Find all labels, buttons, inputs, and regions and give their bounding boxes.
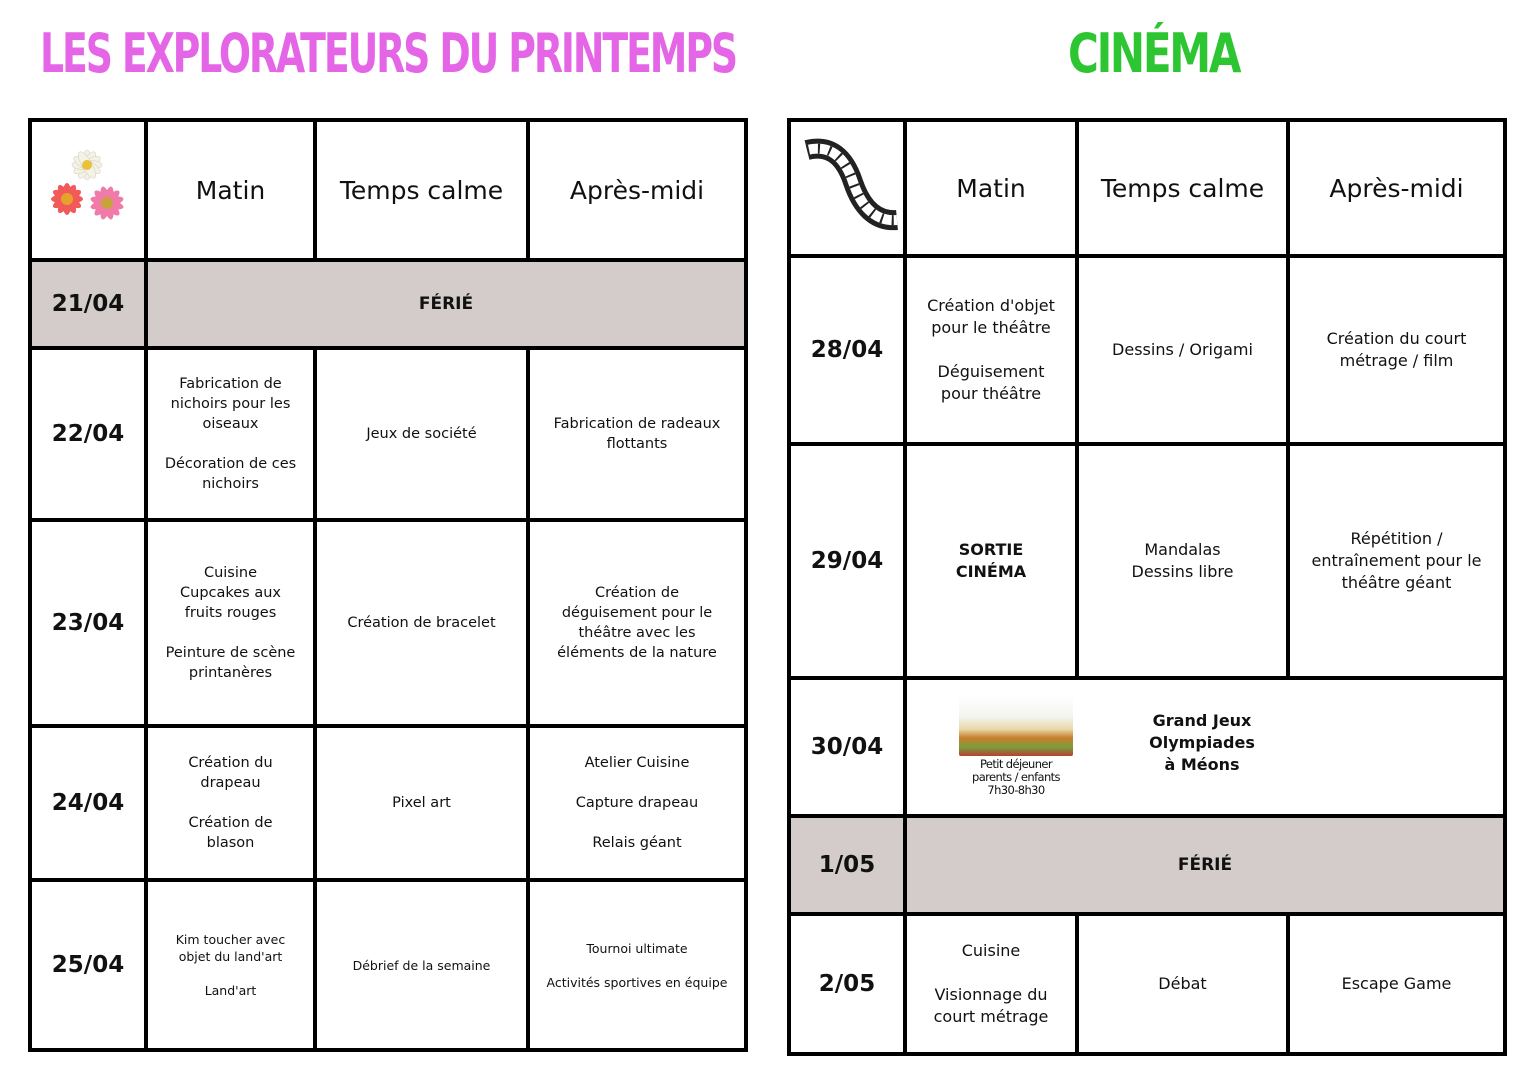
event-line: à Méons bbox=[1164, 755, 1240, 774]
activity-line: Fabrication de bbox=[179, 376, 282, 392]
right-header-matin: Matin bbox=[905, 120, 1077, 256]
activity-line: pour le théâtre bbox=[931, 318, 1051, 337]
table-row bbox=[789, 444, 1505, 678]
activity-line: entraînement pour le bbox=[1311, 551, 1482, 570]
activity-line: Land'art bbox=[204, 983, 257, 998]
activity-cell bbox=[1288, 914, 1505, 1054]
left-page-title: LES EXPLORATEURS DU PRINTEMPS bbox=[40, 22, 737, 85]
activity-line: Création de bracelet bbox=[347, 615, 496, 631]
activity-cell bbox=[528, 880, 746, 1050]
breakfast-caption bbox=[959, 758, 1073, 797]
activity-line: drapeau bbox=[200, 775, 261, 791]
event-line: Olympiades bbox=[1149, 733, 1255, 752]
event-cell bbox=[905, 678, 1505, 816]
table-row bbox=[30, 726, 746, 880]
activity-cell bbox=[528, 726, 746, 880]
activity-cell bbox=[905, 914, 1077, 1054]
date-cell: 1/05 bbox=[789, 816, 905, 914]
table-row bbox=[30, 520, 746, 726]
event-line: Grand Jeux bbox=[1152, 711, 1252, 730]
activity-line: métrage / film bbox=[1339, 351, 1454, 370]
activity-line: Répétition / bbox=[1350, 529, 1443, 548]
ferie-label: FÉRIÉ bbox=[905, 816, 1505, 914]
activity-line: Création du bbox=[188, 755, 273, 771]
activity-line: théâtre avec les bbox=[578, 625, 696, 641]
activity-line: SORTIE bbox=[958, 540, 1024, 559]
activity-cell bbox=[146, 880, 315, 1050]
left-header-apres-midi: Après-midi bbox=[528, 120, 746, 260]
flower-icon bbox=[30, 120, 146, 260]
activity-line: Cuisine bbox=[961, 941, 1021, 960]
activity-line: Création de bbox=[594, 585, 680, 601]
activity-line: oiseaux bbox=[202, 416, 259, 432]
activity-line: Peinture de scène bbox=[165, 645, 296, 661]
table-row bbox=[789, 678, 1505, 816]
activity-line: Fabrication de radeaux bbox=[553, 416, 721, 432]
activity-line: flottants bbox=[606, 436, 668, 452]
right-header-apres-midi: Après-midi bbox=[1288, 120, 1505, 256]
activity-cell bbox=[1077, 444, 1288, 678]
activity-cell bbox=[146, 348, 315, 520]
activity-cell bbox=[905, 256, 1077, 444]
table-row bbox=[30, 880, 746, 1050]
left-header-temps-calme: Temps calme bbox=[315, 120, 528, 260]
date-cell: 23/04 bbox=[30, 520, 146, 726]
activity-cell bbox=[1288, 444, 1505, 678]
activity-cell bbox=[528, 348, 746, 520]
activity-line: Cupcakes aux bbox=[180, 585, 281, 601]
activity-line: Visionnage du bbox=[934, 985, 1048, 1004]
activity-line: Déguisement bbox=[937, 362, 1045, 381]
activity-cell bbox=[315, 726, 528, 880]
activity-cell bbox=[146, 726, 315, 880]
activity-line: Tournoi ultimate bbox=[586, 940, 688, 956]
activity-line: Escape Game bbox=[1341, 974, 1452, 993]
right-schedule-table bbox=[787, 118, 1507, 1056]
activity-cell bbox=[905, 444, 1077, 678]
activity-cell bbox=[1288, 256, 1505, 444]
activity-line: éléments de la nature bbox=[557, 645, 717, 661]
activity-line: Jeux de société bbox=[366, 426, 477, 442]
date-cell: 21/04 bbox=[30, 260, 146, 348]
activity-line: fruits rouges bbox=[184, 605, 277, 621]
left-header-row bbox=[30, 120, 746, 260]
ferie-label: FÉRIÉ bbox=[146, 260, 746, 348]
table-row bbox=[789, 914, 1505, 1054]
activity-line: Capture drapeau bbox=[575, 795, 699, 811]
activity-line: Relais géant bbox=[592, 835, 682, 851]
activity-line: Dessins / Origami bbox=[1112, 340, 1253, 359]
caption-line: 7h30-8h30 bbox=[987, 783, 1045, 797]
activity-line: Création d'objet bbox=[927, 296, 1055, 315]
activity-line: Mandalas bbox=[1144, 540, 1221, 559]
activity-line: Dessins libre bbox=[1131, 562, 1234, 581]
activity-cell bbox=[146, 520, 315, 726]
activity-line: pour théâtre bbox=[940, 384, 1042, 403]
caption-line: Petit déjeuner bbox=[979, 757, 1053, 771]
date-cell: 25/04 bbox=[30, 880, 146, 1050]
right-ferie-row bbox=[789, 816, 1505, 914]
table-row bbox=[30, 348, 746, 520]
activity-line: nichoirs bbox=[202, 476, 259, 492]
activity-line: théâtre géant bbox=[1341, 573, 1452, 592]
activity-line: objet du land'art bbox=[178, 949, 283, 964]
activity-cell bbox=[1077, 256, 1288, 444]
right-header-row bbox=[789, 120, 1505, 256]
activity-line: Décoration de ces bbox=[164, 456, 297, 472]
activity-cell bbox=[1077, 914, 1288, 1054]
activity-line: Atelier Cuisine bbox=[584, 755, 690, 771]
activity-line: blason bbox=[206, 835, 255, 851]
date-cell: 30/04 bbox=[789, 678, 905, 816]
right-header-temps-calme: Temps calme bbox=[1077, 120, 1288, 256]
date-cell: 29/04 bbox=[789, 444, 905, 678]
activity-line: déguisement pour le bbox=[561, 605, 713, 621]
activity-line: Création du court bbox=[1326, 329, 1467, 348]
activity-cell bbox=[315, 520, 528, 726]
activity-line: Création de bbox=[188, 815, 273, 831]
right-page-title: CINÉMA bbox=[1068, 22, 1240, 85]
left-header-matin: Matin bbox=[146, 120, 315, 260]
activity-line: court métrage bbox=[933, 1007, 1049, 1026]
activity-line: CINÉMA bbox=[955, 562, 1027, 581]
date-cell: 28/04 bbox=[789, 256, 905, 444]
activity-line: Cuisine bbox=[203, 565, 258, 581]
caption-line: parents / enfants bbox=[972, 770, 1060, 784]
left-schedule-table bbox=[28, 118, 748, 1052]
activity-line: Débat bbox=[1158, 974, 1207, 993]
activity-line: printanères bbox=[188, 665, 273, 681]
date-cell: 22/04 bbox=[30, 348, 146, 520]
film-strip-icon bbox=[789, 120, 905, 256]
date-cell: 2/05 bbox=[789, 914, 905, 1054]
activity-cell bbox=[528, 520, 746, 726]
activity-line: nichoirs pour les bbox=[170, 396, 291, 412]
event-title bbox=[1137, 710, 1267, 776]
activity-cell bbox=[315, 880, 528, 1050]
breakfast-photo bbox=[959, 696, 1073, 756]
date-cell: 24/04 bbox=[30, 726, 146, 880]
activity-line: Débrief de la semaine bbox=[352, 957, 491, 973]
activity-cell bbox=[315, 348, 528, 520]
activity-line: Activités sportives en équipe bbox=[546, 974, 728, 990]
table-row bbox=[789, 256, 1505, 444]
activity-line: Kim toucher avec bbox=[175, 932, 286, 947]
activity-line: Pixel art bbox=[392, 795, 451, 811]
left-ferie-row bbox=[30, 260, 746, 348]
